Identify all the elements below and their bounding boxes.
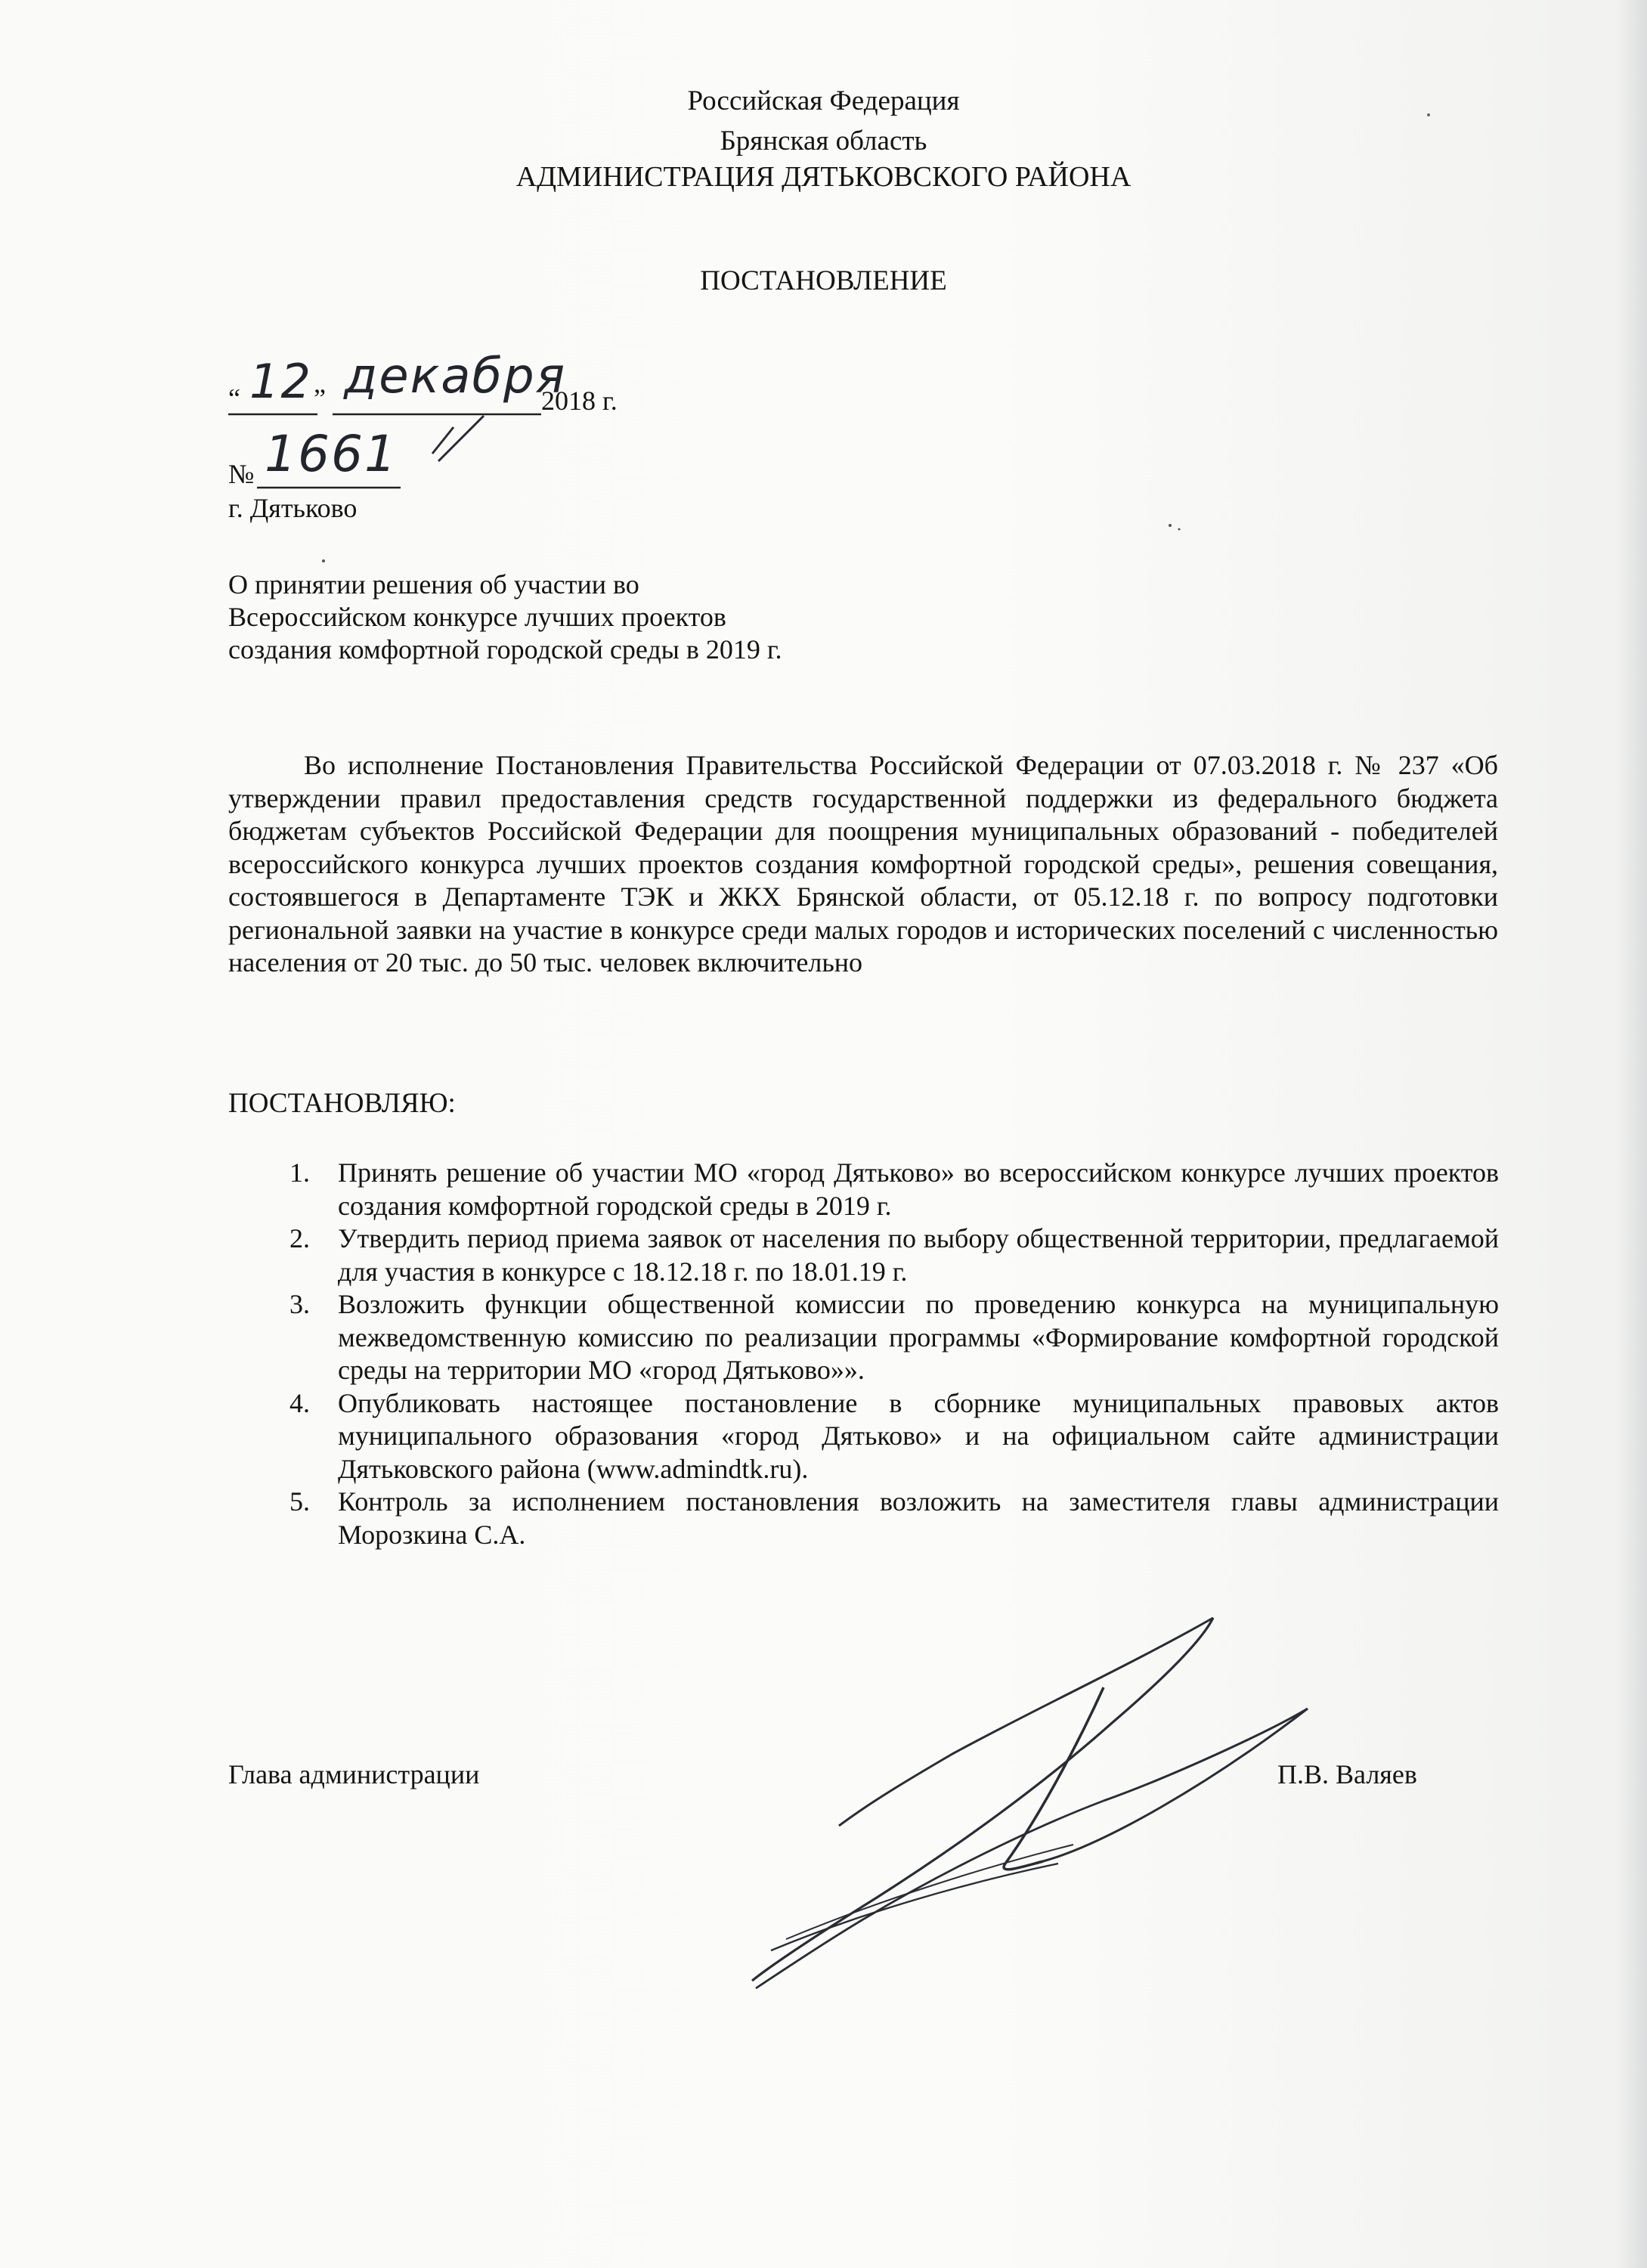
list-item: [289, 1387, 1499, 1486]
place: г. Дятьково: [228, 493, 358, 523]
item-text: Контроль за исполнением постановления возложить на заместителя главы администрации Морозкина С.А.: [338, 1486, 1499, 1550]
pen-stroke-mark: [432, 416, 484, 461]
header-authority: АДМИНИСТРАЦИЯ ДЯТЬКОВСКОГО РАЙОНА: [515, 161, 1132, 193]
number-value: 1661: [265, 425, 398, 483]
signatory-position: Глава администрации: [228, 1759, 480, 1789]
header-country: Российская Федерация: [687, 85, 960, 116]
item-text: Утвердить период приема заявок от населения по выбору общественной территории, предлагаемой для участия в конкурсе с 18.12.18 г. по 18.01.19 г.: [338, 1223, 1499, 1287]
list-item: [289, 1222, 1499, 1288]
handwritten-signature: [680, 1595, 1345, 2019]
item-number: 3.: [289, 1289, 310, 1319]
date-month: декабря: [344, 349, 567, 404]
item-number: 5.: [289, 1486, 310, 1517]
subject-block: [228, 569, 782, 666]
subject-line-2: Всероссийском конкурсе лучших проектов: [228, 602, 726, 632]
date-day: 12: [249, 354, 312, 409]
signatory-name: П.В. Валяев: [1277, 1759, 1417, 1789]
list-item: [289, 1288, 1499, 1387]
item-number: 4.: [289, 1387, 310, 1418]
scan-edge-shadow: [1617, 0, 1647, 2268]
subject-line-3: создания комфортной городской среды в 2019 г.: [228, 634, 782, 665]
item-number: 1.: [289, 1157, 310, 1188]
list-item: [289, 1157, 1499, 1222]
number-prefix: №: [228, 459, 255, 489]
date-open-quote: “: [228, 383, 240, 414]
decree-heading: ПОСТАНОВЛЯЮ:: [228, 1088, 456, 1119]
subject-line-1: О принятии решения об участии во: [228, 569, 639, 600]
preamble-paragraph: Во исполнение Постановления Правительства Российской Федерации от 07.03.2018 г. № 237 «Об утверждении правил предоставления средств государственной поддержки из федерального бюджета бюджетам субъектов Российской Федерации для поощрения муниципальных образований - победителей всероссийского конкурса лучших проектов создания комфортной городской среды», решения совещания, состоявшегося в Департаменте ТЭК и ЖКХ Брянской области, от 05.12.18 г. по вопросу подготовки региональной заявки на участие в конкурсе среди малых городов и исторических поселений с численностью населения от 20 тыс. до 50 тыс. человек включительно: [228, 750, 1498, 978]
date-close-quote: ”: [314, 383, 326, 414]
document-type: ПОСТАНОВЛЕНИЕ: [700, 265, 947, 296]
scan-speck: [1178, 528, 1181, 531]
list-item: [289, 1486, 1499, 1551]
scan-speck: [1169, 524, 1172, 527]
date-year: 2018 г.: [541, 386, 618, 416]
decree-items-list: [289, 1157, 1499, 1551]
item-text: Возложить функции общественной комиссии по проведению конкурса на муниципальную межведомственную комиссию по реализации программы «Формирование комфортной городской среды на территории МО «город Дятьково»».: [338, 1289, 1499, 1385]
scan-speck: [322, 559, 325, 562]
header-region: Брянская область: [720, 125, 927, 156]
item-text: Принять решение об участии МО «город Дятьково» во всероссийском конкурсе лучших проектов создания комфортной городской среды в 2019 г.: [338, 1157, 1499, 1221]
item-text: Опубликовать настоящее постановление в сборнике муниципальных правовых актов муниципального образования «город Дятьково» и на официальном сайте администрации Дятьковского района (www.admindtk.ru).: [338, 1387, 1499, 1484]
item-number: 2.: [289, 1223, 310, 1253]
